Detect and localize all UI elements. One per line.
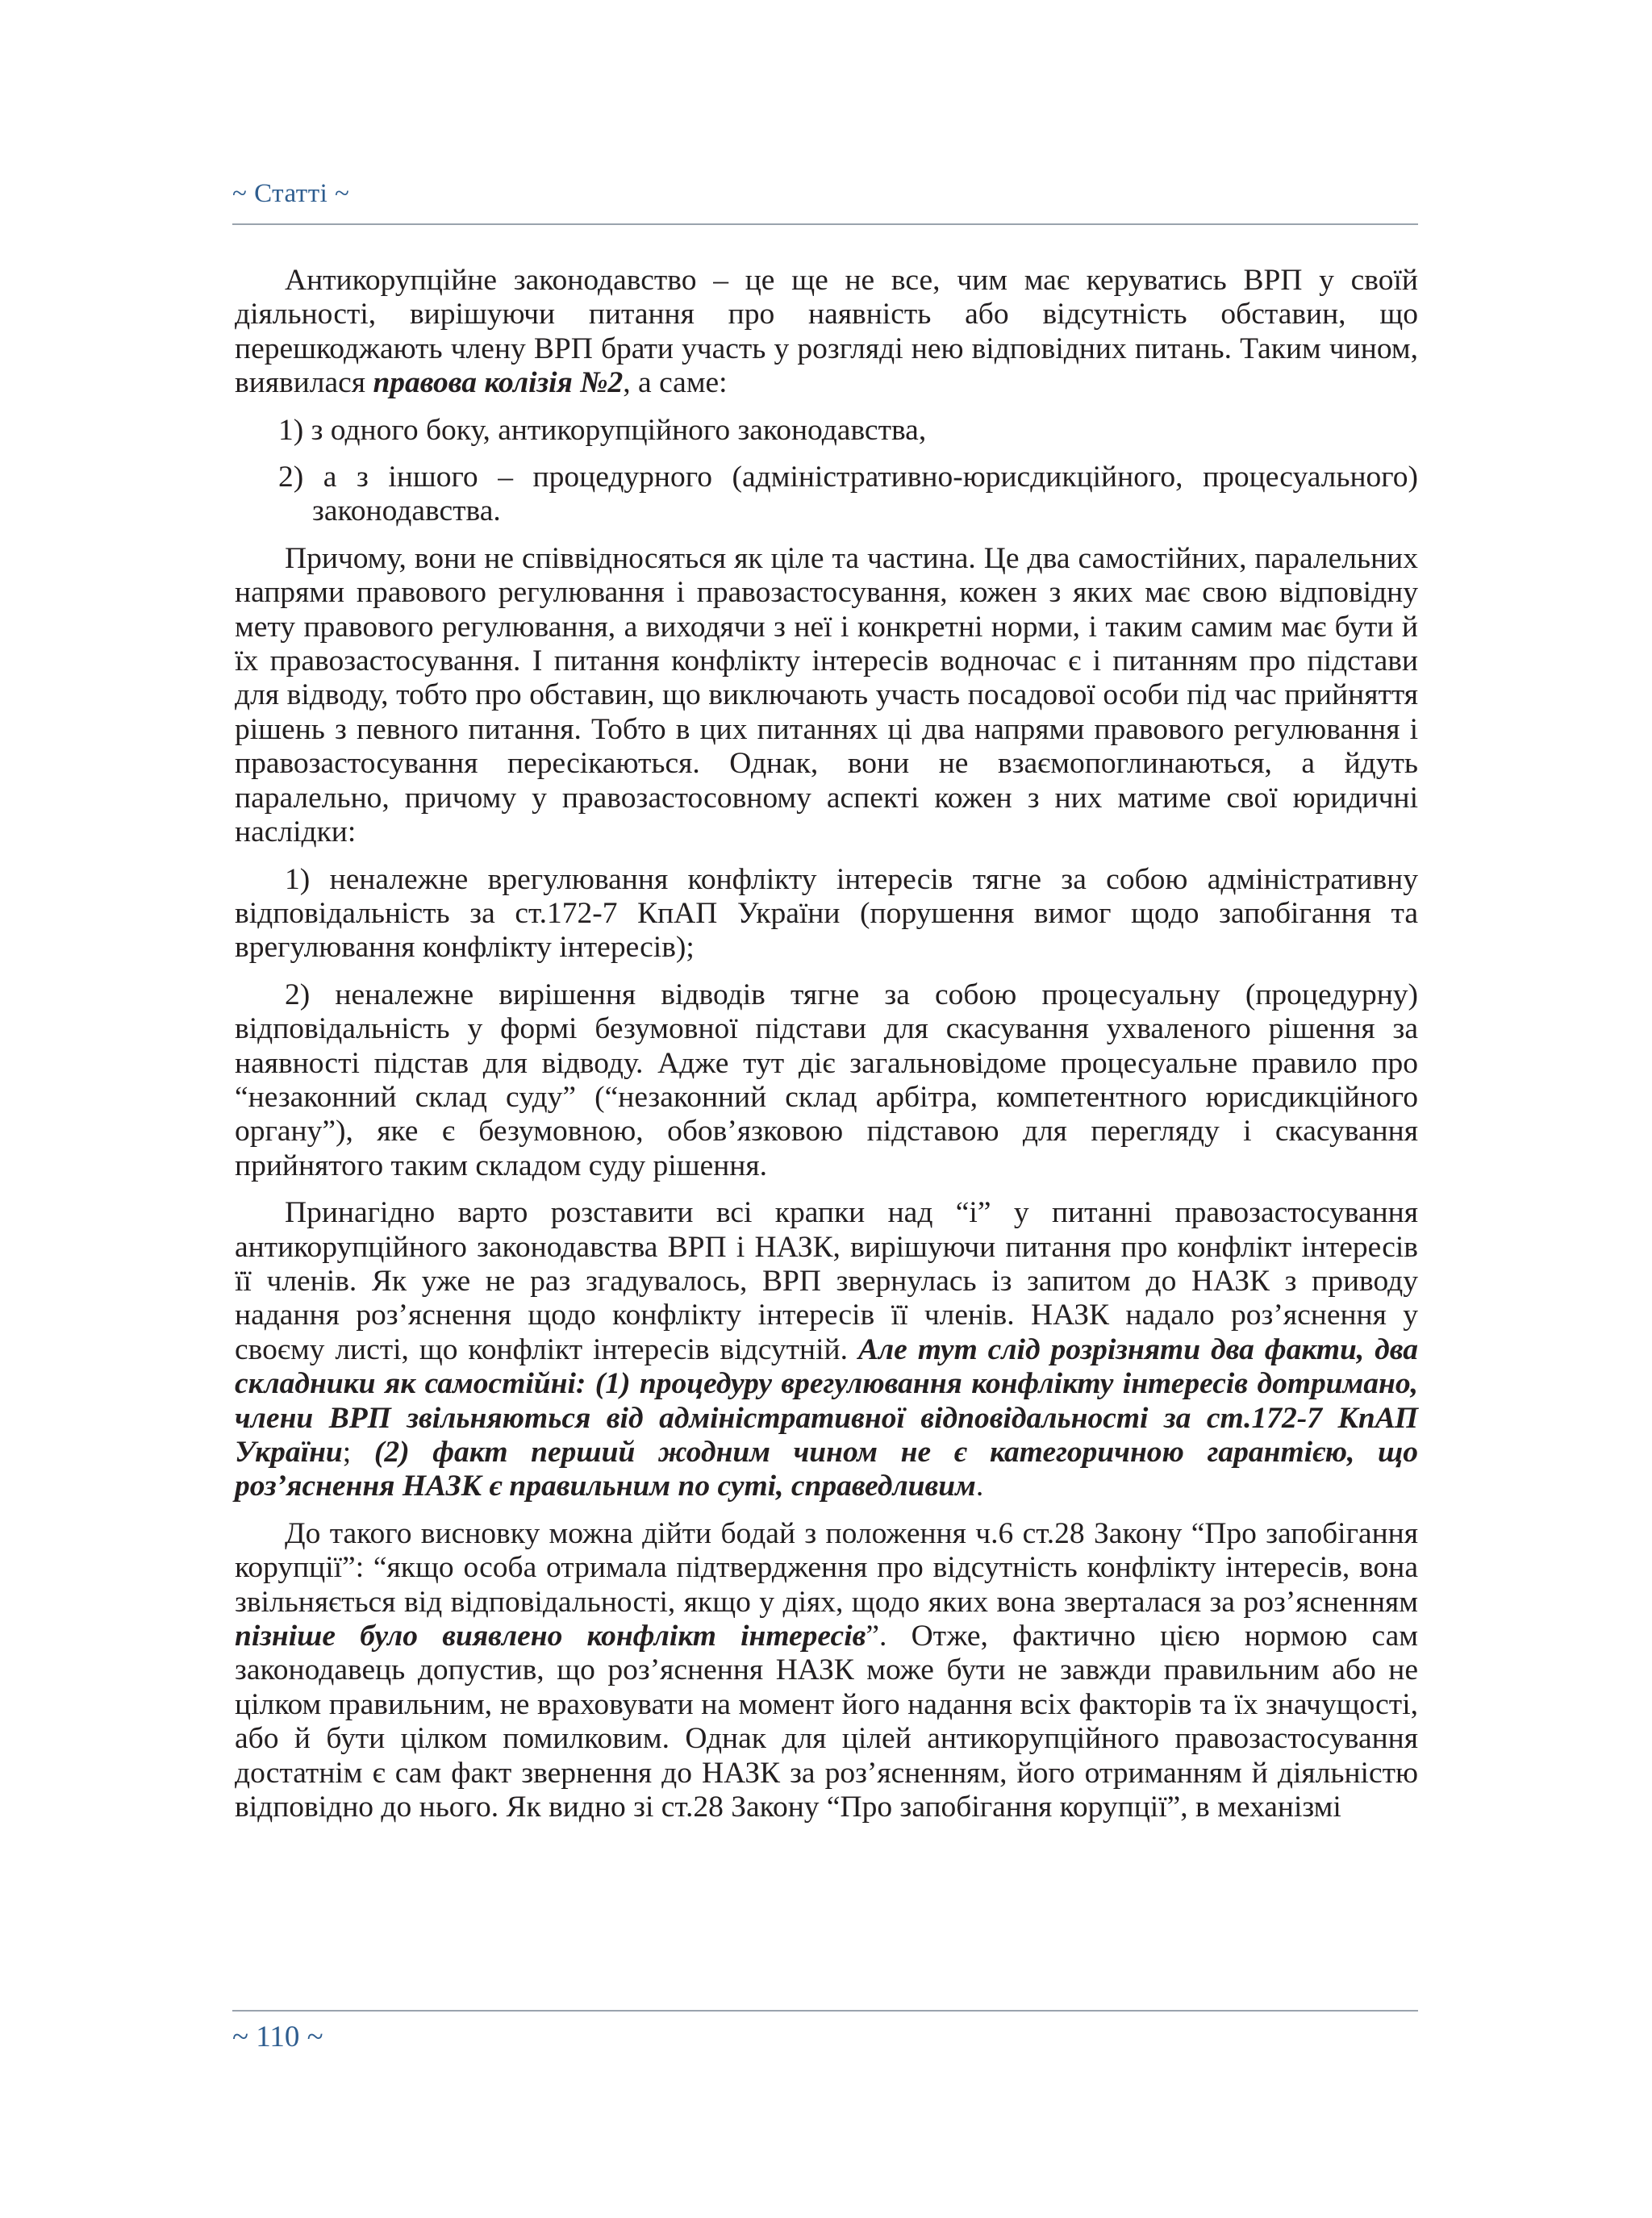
header-rule [232,223,1418,225]
footer-rule [232,2010,1418,2012]
paragraph-2: Причому, вони не співвідносяться як ціле та частина. Це два самостійних, паралельних напрями правового регулювання і правозастосування, кожен з яких має свою відповідну мету правового регулювання, а виходячи з неї і конкретні норми, і таким самим має бути й їх правозастосування. І питання конфлікту інтересів водночас є і питанням про підстави для відводу, тобто про обставин, що виключають участь посадової особи під час прийняття рішень з певного питання. Тобто в цих питаннях ці два напрями правового регулювання і правозастосування пересікаються. Однак, вони не взаємопоглинаються, а йдуть паралельно, причому у правозастосовному аспекті кожен з них матиме свої юридичні наслідки: [235,541,1418,849]
emphasis-conflict-found: пізніше було виявлено конфлікт інтересів [235,1620,866,1653]
emphasis-two-facts: Але тут слід розрізняти два факти, два складники як самостійні: (1) процедуру врегулювання конфлікту інтересів дотримано, члени ВРП звільняються від адміністративної відповідальності за ст.172-7 КпАП України [235,1332,1418,1469]
page-number: ~ 110 ~ [232,2020,323,2053]
page-body [235,264,1418,1837]
paragraph-1: Антикорупційне законодавство – це ще не все, чим має керуватись ВРП у своїй діяльності, вирішуючи питання про наявність або відсутність обставин, що перешкоджають члену ВРП брати участь у розгляді нею відповідних питань. Таким чином, виявилася правова колізія №2, а саме: [235,264,1418,400]
list-item: 2) а з іншого – процедурного (адміністративно-юрисдикційного, процесуального) законодавства. [278,461,1418,528]
emphasis-legal-collision: правова колізія №2 [373,366,624,400]
list-item: 1) з одного боку, антикорупційного законодавства, [278,413,927,447]
paragraph-3: Принагідно варто розставити всі крапки над “і” у питанні правозастосування антикорупційного законодавства ВРП і НАЗК, вирішуючи питання про конфлікт інтересів її членів. Як уже не раз згадувалось, ВРП звернулась із запитом до НАЗК з приводу надання роз’яснення щодо конфлікту інтересів її членів. НАЗК надало роз’яснення у своєму листі, що конфлікт інтересів відсутній. Але тут слід розрізняти два факти, два складники як самостійні: (1) процедуру врегулювання конфлікту інтересів дотримано, члени ВРП звільняються від адміністративної відповідальності за ст.172-7 КпАП України; (2) факт перший жодним чином не є категоричною гарантією, що роз’яснення НАЗК є правильним по суті, справедливим. [235,1196,1419,1503]
paragraph-4: До такого висновку можна дійти бодай з положення ч.6 ст.28 Закону “Про запобігання корупції”: “якщо особа отримала підтвердження про відсутність конфлікту інтересів, вона звільняється від відповідальності, якщо у діях, щодо яких вона зверталася за роз’ясненням пізніше було виявлено конфлікт інтересів”. Отже, фактично цією нормою сам законодавець допустив, що роз’яснення НАЗК може бути не завжди правильним або не цілком правильним, не враховувати на момент його надання всіх факторів та їх значущості, або й бути цілком помилковим. Однак для цілей антикорупційного правозастосування достатнім є сам факт звернення до НАЗК за роз’ясненням, його отриманням й діяльністю відповідно до нього. Як видно зі ст.28 Закону “Про запобігання корупції”, в механізмі [235,1516,1418,1824]
emphasis-second-fact: (2) факт перший жодним чином не є категоричною гарантією, що роз’яснення НАЗК є правильним по суті, справедливим [235,1436,1419,1503]
paragraph-list-item: 2) неналежне вирішення відводів тягне за собою процесуальну (процедурну) відповідальність у формі безумовної підстави для скасування ухваленого рішення за наявності підстав для відводу. Адже тут діє загальновідоме процесуальне правило про “незаконний склад суду” (“незаконний склад арбітра, компетентного юрисдикційного органу”), яке є безумовною, обов’язковою підставою для перегляду і скасування прийнятого таким складом суду рішення. [235,978,1418,1182]
paragraph-list-item: 1) неналежне врегулювання конфлікту інтересів тягне за собою адміністративну відповідальність за ст.172-7 КпАП України (порушення вимог щодо запобігання та врегулювання конфлікту інтересів); [235,862,1418,965]
running-head: ~ Статті ~ [232,179,350,208]
